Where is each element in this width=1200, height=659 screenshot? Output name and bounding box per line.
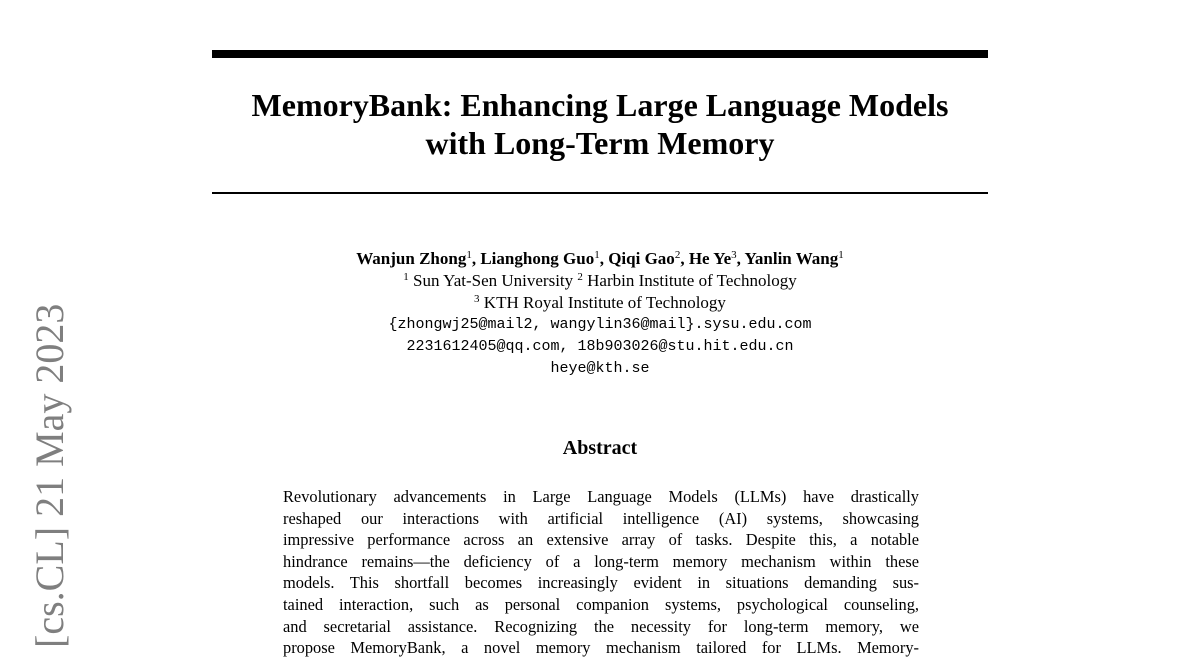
abstract-line: hindrance remains—the deficiency of a long-term memory mechanism within these	[283, 551, 919, 571]
email-line: {zhongwj25@mail2, wangylin36@mail}.sysu.edu.com	[388, 316, 812, 333]
author-affiliation-mark: 1	[466, 249, 472, 261]
abstract-line: and secretarial assistance. Recognizing the necessity for long-term memory, we	[283, 616, 919, 636]
affiliation-line	[212, 292, 988, 314]
abstract-line: reshaped our interactions with artificial intelligence (AI) systems, showcasing	[283, 508, 919, 528]
abstract-heading: Abstract	[562, 437, 638, 459]
affiliation-name: Sun Yat-Sen University	[413, 271, 574, 290]
abstract-line: tained interaction, such as personal companion systems, psychological counseling,	[283, 594, 919, 614]
affiliation-number: 2	[577, 271, 583, 283]
abstract-body	[283, 486, 919, 659]
title-bottom-rule	[212, 192, 988, 194]
abstract-line: Revolutionary advancements in Large Language Models (LLMs) have drastically	[283, 487, 919, 506]
author-affiliation-mark: 3	[731, 249, 737, 261]
affiliation-number: 3	[474, 293, 480, 305]
abstract-line: models. This shortfall becomes increasingly evident in situations demanding sus-	[283, 573, 919, 593]
affiliation-number: 1	[403, 271, 409, 283]
email-line: heye@kth.se	[550, 360, 650, 377]
author-block	[212, 248, 988, 380]
author-affiliation-mark: 1	[594, 249, 600, 261]
author-list: Wanjun Zhong$^1$, Lianghong Guo$^1$, Qiqi Gao$^2$, He Ye$^3$, Yanlin Wang$^1$	[356, 249, 844, 268]
author-affiliation-mark: 1	[838, 249, 844, 261]
arxiv-side-stamp: [cs.CL] 21 May 2023	[27, 303, 72, 648]
author-name: Wanjun Zhong	[356, 249, 467, 268]
title-top-rule	[212, 50, 988, 58]
author-name: Yanlin Wang	[744, 249, 839, 268]
author-affiliation-mark: 2	[674, 249, 681, 261]
title-line-2: with Long-Term Memory	[425, 125, 775, 161]
affiliation-name: Harbin Institute of Technology	[587, 271, 797, 290]
affiliation-line	[212, 270, 988, 292]
author-name: Qiqi Gao	[608, 249, 675, 268]
paper-title	[212, 86, 988, 162]
abstract-line: propose MemoryBank, a novel memory mechanism tailored for LLMs. Memory-	[283, 638, 919, 658]
author-name: Lianghong Guo	[480, 249, 595, 268]
abstract-line: impressive performance across an extensive array of tasks. Despite this, a notable	[283, 530, 919, 550]
affiliation-name: KTH Royal Institute of Technology	[483, 293, 726, 312]
author-name: He Ye	[688, 249, 732, 268]
email-line: 2231612405@qq.com, 18b903026@stu.hit.edu.cn	[406, 338, 794, 355]
title-line-1: MemoryBank: Enhancing Large Language Models	[251, 87, 949, 123]
